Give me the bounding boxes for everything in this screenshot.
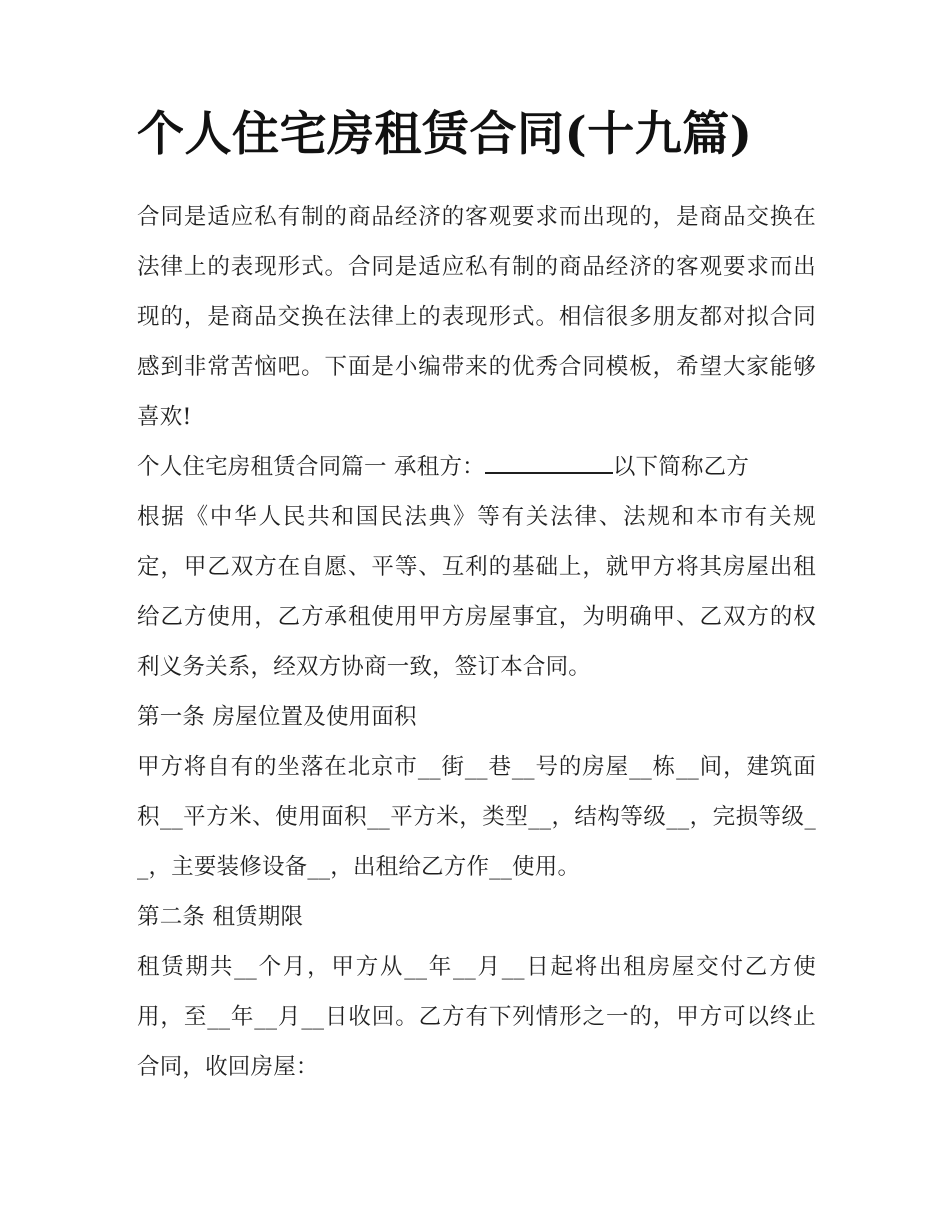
document-content (137, 104, 816, 1092)
heading-article-2: 第二条 租赁期限 (137, 904, 304, 930)
lessee-alias: 以下简称乙方 (612, 454, 750, 480)
paragraph-lessee-line (137, 442, 816, 492)
paragraph-preamble: 根据《中华人民共和国民法典》等有关法律、法规和本市有关规定，甲乙双方在自愿、平等、互利的基础上，就甲方将其房屋出租给乙方使用，乙方承租使用甲方房屋事宜，为明确甲、乙双方的权利义务关系，经双方协商一致，签订本合同。 (137, 504, 816, 680)
lessee-name-blank (485, 452, 613, 474)
lessee-label: 个人住宅房租赁合同篇一 承租方： (137, 454, 485, 480)
heading-article-1: 第一条 房屋位置及使用面积 (137, 704, 417, 730)
page-title: 个人住宅房租赁合同(十九篇) (137, 107, 753, 162)
paragraph-article-1-body: 甲方将自有的坐落在北京市__街__巷__号的房屋__栋__间，建筑面积__平方米、使用面积__平方米，类型__，结构等级__，完损等级__，主要装修设备__，出租给乙方作__使用。 (137, 754, 816, 880)
paragraph-intro: 合同是适应私有制的商品经济的客观要求而出现的，是商品交换在法律上的表现形式。合同是适应私有制的商品经济的客观要求而出现的，是商品交换在法律上的表现形式。相信很多朋友都对拟合同感到非常苦恼吧。下面是小编带来的优秀合同模板，希望大家能够喜欢! (137, 204, 816, 430)
paragraph-article-2-body: 租赁期共__个月，甲方从__年__月__日起将出租房屋交付乙方使用，至__年__月__日收回。乙方有下列情形之一的，甲方可以终止合同，收回房屋： (137, 954, 816, 1080)
